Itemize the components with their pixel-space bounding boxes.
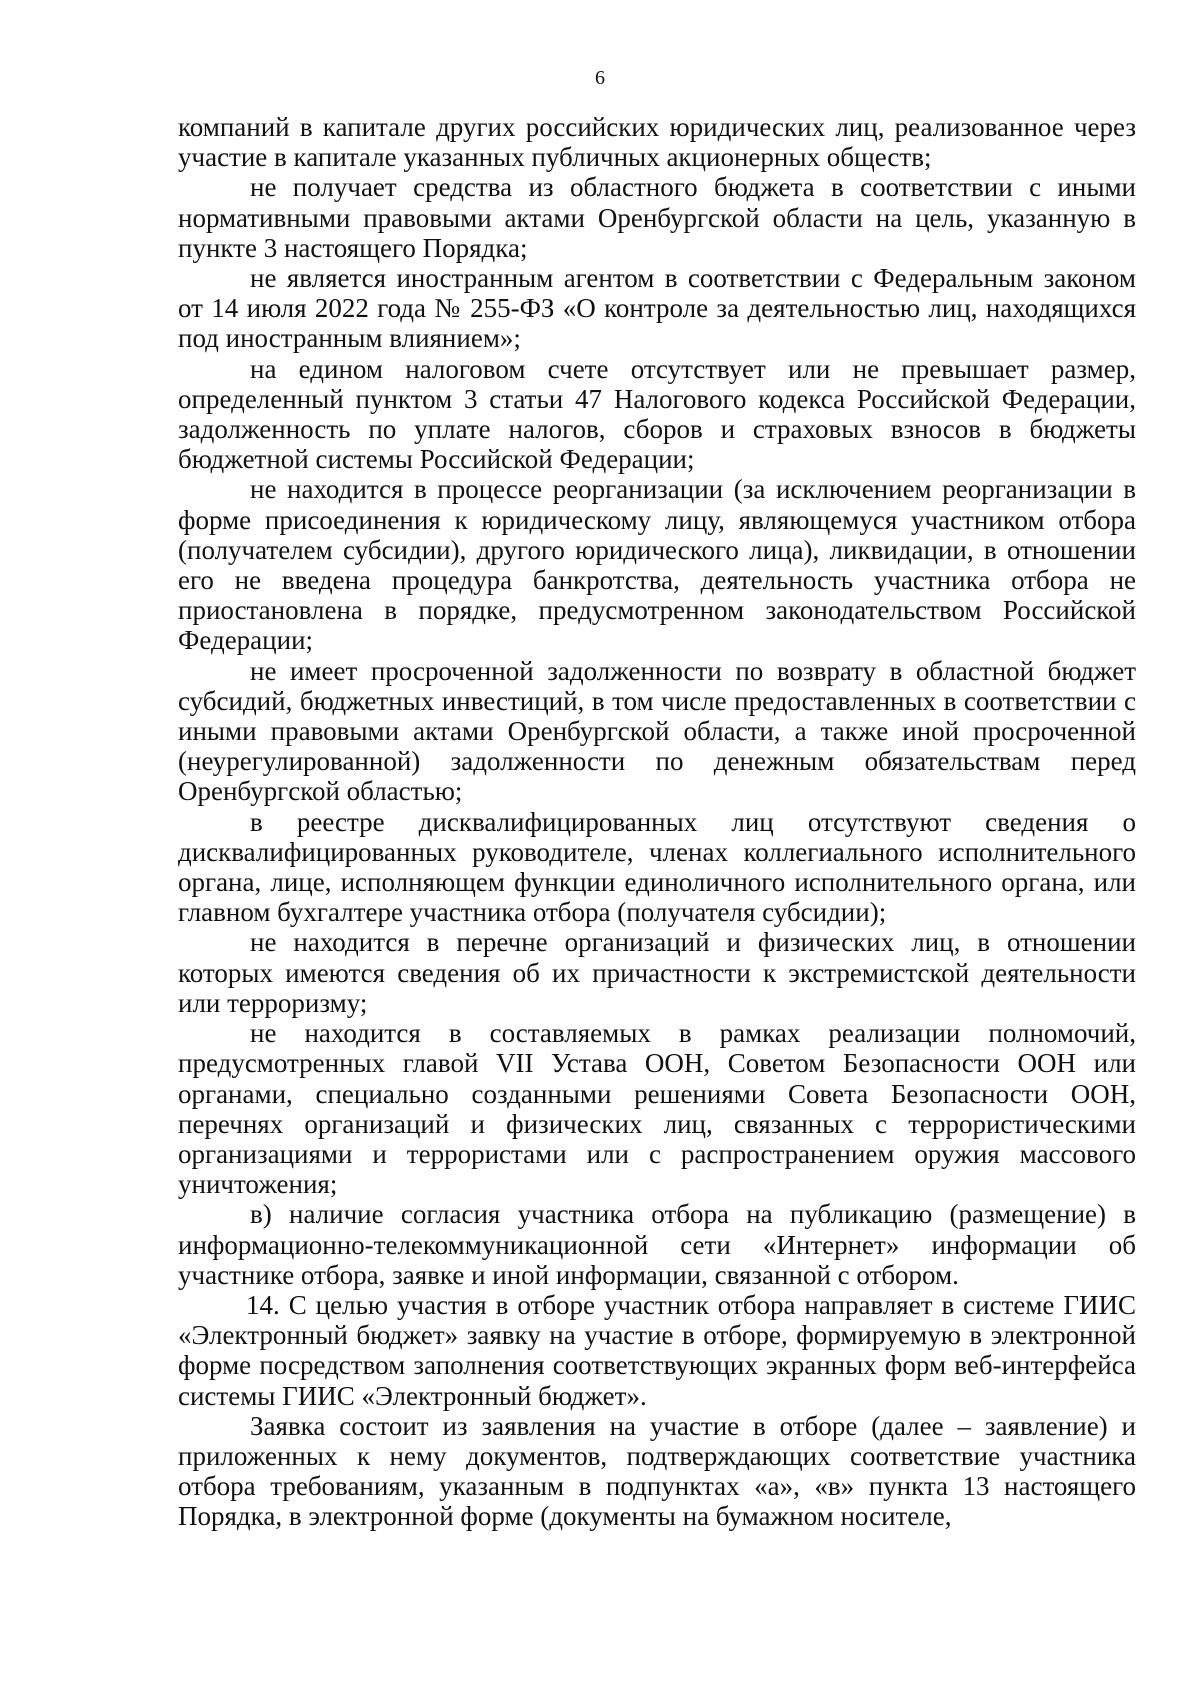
paragraph-tax-account: на едином налоговом счете отсутствует или не превышает размер, определенный пунктом 3 статьи 47 Налогового кодекса Российской Федерации, задолженность по уплате налогов, сборов и страховых взносов в бюджеты бюджетной системы Российской Федерации; bbox=[178, 353, 1136, 475]
paragraph-capital-participation: компаний в капитале других российских юридических лиц, реализованное через участие в капитале указанных публичных акционерных обществ; bbox=[178, 112, 1136, 173]
page-number: 6 bbox=[595, 67, 605, 89]
paragraph-un-sanctions-list: не находится в составляемых в рамках реализации полномочий, предусмотренных главой VII Устава ООН, Советом Безопасности ООН или органами, специально созданными решениями Совета Безопасности ООН, перечнях организаций и физических лиц, связанных с террористическими организациями и террористами или с распространением оружия массового уничтожения; bbox=[178, 1018, 1136, 1200]
paragraph-application-composition: Заявка состоит из заявления на участие в отборе (далее – заявление) и приложенных к нему документов, подтверждающих соответствие участника отбора требованиям, указанным в подпунктах «а», «в» пункта 13 настоящего Порядка, в электронной форме (документы на бумажном носителе, bbox=[178, 1410, 1136, 1532]
document-body bbox=[178, 112, 1136, 1532]
paragraph-disqualified-persons-registry: в реестре дисквалифицированных лиц отсутствуют сведения о дисквалифицированных руководителе, членах коллегиального исполнительного органа, лице, исполняющем функции единоличного исполнительного органа, или главном бухгалтере участника отбора (получателя субсидии); bbox=[178, 806, 1136, 928]
paragraph-not-foreign-agent: не является иностранным агентом в соответствии с Федеральным законом от 14 июля 2022 года № 255-ФЗ «О контроле за деятельностью лиц, находящихся под иностранным влиянием»; bbox=[178, 263, 1136, 354]
paragraph-extremism-list: не находится в перечне организаций и физических лиц, в отношении которых имеются сведения об их причастности к экстремистской деятельности или терроризму; bbox=[178, 927, 1136, 1018]
paragraph-item-14: 14. С целью участия в отборе участник отбора направляет в системе ГИИС «Электронный бюджет» заявку на участие в отборе, формируемую в электронной форме посредством заполнения соответствующих экранных форм веб-интерфейса системы ГИИС «Электронный бюджет». bbox=[178, 1289, 1136, 1411]
paragraph-no-regional-budget-funds: не получает средства из областного бюджета в соответствии с иными нормативными правовыми актами Оренбургской области на цель, указанную в пункте 3 настоящего Порядка; bbox=[178, 172, 1136, 263]
paragraph-no-overdue-debt: не имеет просроченной задолженности по возврату в областной бюджет субсидий, бюджетных инвестиций, в том числе предоставленных в соответствии с иными правовыми актами Оренбургской области, а также иной просроченной (неурегулированной) задолженности по денежным обязательствам перед Оренбургской областью; bbox=[178, 655, 1136, 807]
paragraph-consent-publication: в) наличие согласия участника отбора на публикацию (размещение) в информационно-телекоммуникационной сети «Интернет» информации об участнике отбора, заявке и иной информации, связанной с отбором. bbox=[178, 1199, 1136, 1290]
paragraph-not-reorganization: не находится в процессе реорганизации (за исключением реорганизации в форме присоединения к юридическому лицу, являющемуся участником отбора (получателем субсидии), другого юридического лица), ликвидации, в отношении его не введена процедура банкротства, деятельность участника отбора не приостановлена в порядке, предусмотренном законодательством Российской Федерации; bbox=[178, 474, 1136, 656]
